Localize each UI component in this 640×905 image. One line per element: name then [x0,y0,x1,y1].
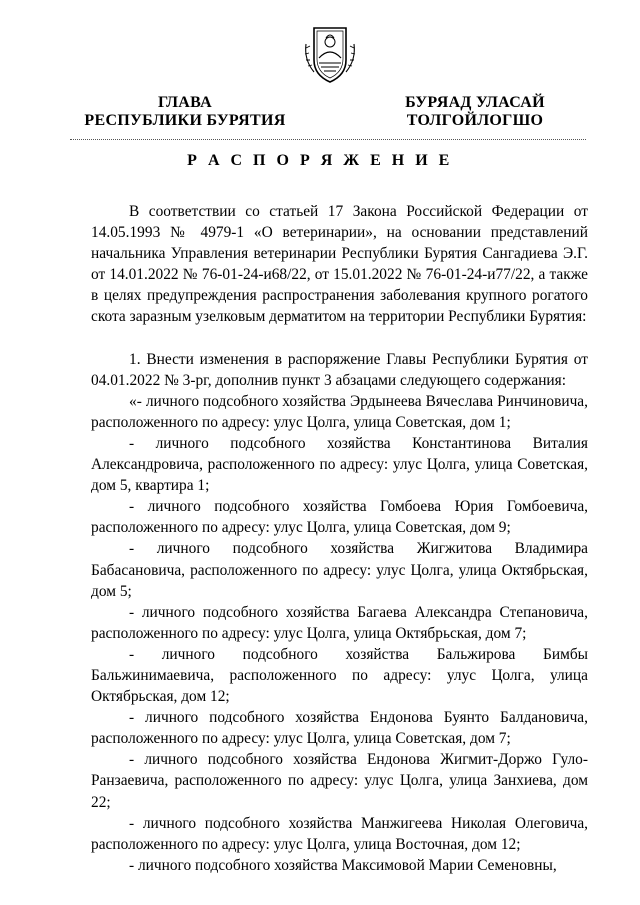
issuer-ru-line1: ГЛАВА [158,94,212,111]
entry-paragraph: - личного подсобного хозяйства Ендонова Жигмит-Доржо Гуло-Ранзаевича, расположенного по адресу: улус Цолга, улица Занхиева, дом 22; [91,751,588,811]
entry-paragraph: - личного подсобного хозяйства Манжигеева Николая Олеговича, расположенного по адресу: улус Цолга, улица Восточная, дом 12; [91,814,588,853]
entry-paragraph: - личного подсобного хозяйства Гомбоева Юрия Гомбоевича, расположенного по адресу: улус Цолга, улица Советская, дом 9; [91,498,588,537]
document-body [91,201,588,876]
preamble-paragraph: В соответствии со статьей 17 Закона Российской Федерации от 14.05.1993 № 4979-1 «О ветеринарии», на основании представлений начальника Управления ветеринарии Республики Бурятия Сангадиева Э.Г. от 14.01.2022 № 76-01-24-и68/22, от 15.01.2022 № 76-01-24-и77/22, а также в целях предупреждения распространения заболевания крупного рогатого скота заразным узелковым дерматитом на территории Республики Бурятия: [91,203,588,326]
header-separator [70,139,586,140]
entry-paragraph: - личного подсобного хозяйства Максимовой Марии Семеновны, [129,856,557,874]
entry-paragraph: - личного подсобного хозяйства Ендонова Буянто Балдановича, расположенного по адресу: улус Цолга, улица Советская, дом 7; [91,709,588,748]
coat-of-arms-emblem [300,22,360,84]
issuer-ru [70,94,300,130]
entry-paragraph: - личного подсобного хозяйства Бальжирова Бимбы Бальжинимаевича, расположенного по адресу: улус Цолга, улица Октябрьская, дом 12; [91,645,588,706]
entry-paragraph: «- личного подсобного хозяйства Эрдынеева Вячеслава Ринчиновича, расположенного по адресу: улус Цолга, улица Советская, дом 1; [91,392,588,431]
issuer-ru-line2: РЕСПУБЛИКИ БУРЯТИЯ [84,112,286,129]
entry-paragraph: - личного подсобного хозяйства Жигжитова Владимира Бабасановича, расположенного по адресу: улус Цолга, улица Октябрьская, дом 5; [91,540,588,600]
issuer-bua-line2: ТОЛГОЙЛОГШО [406,112,544,129]
issuer-bua [360,94,590,130]
entry-paragraph: - личного подсобного хозяйства Багаева Александра Степановича, расположенного по адресу: улус Цолга, улица Октябрьская, дом 7; [91,603,588,642]
document-title: Р А С П О Р Я Ж Е Н И Е [187,152,453,169]
issuer-bua-line1: БУРЯАД УЛАСАЙ [405,94,545,111]
entry-paragraph: - личного подсобного хозяйства Константинова Виталия Александровича, расположенного по адресу: улус Цолга, улица Советская, дом 5, квартира 1; [91,434,588,495]
item-1-paragraph: 1. Внести изменения в распоряжение Главы Республики Бурятия от 04.01.2022 № 3-рг, дополнив пункт 3 абзацами следующего содержания: [91,350,588,389]
